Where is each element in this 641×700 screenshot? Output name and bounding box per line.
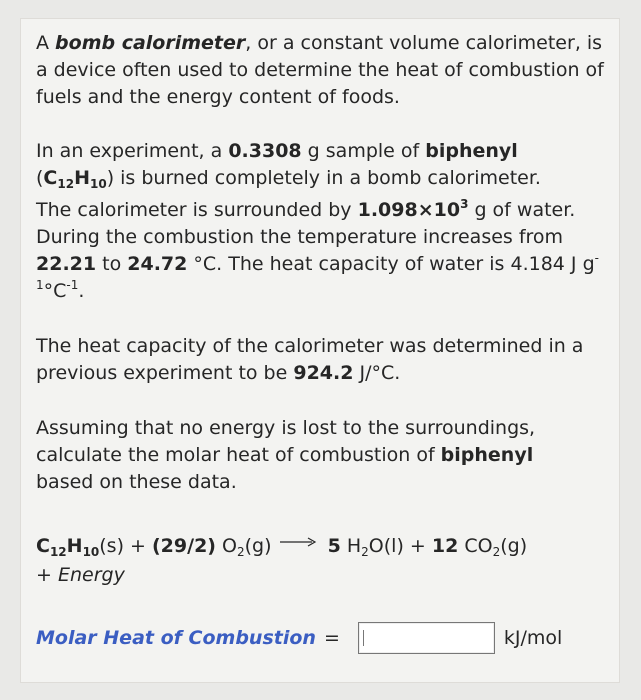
reaction-arrow-icon (278, 542, 322, 552)
final-temperature: 24.72 (127, 253, 188, 275)
intro-paragraph (36, 30, 611, 111)
combustion-equation: $C_{12}H_{10}(s) + (29/2)$ $O_2(g)$ 5 $H_2O(l) + 12$ $CO_2(g)$ + Energy (36, 535, 528, 586)
water-mass: 1.098×10 (357, 199, 461, 221)
answer-label: Molar Heat of Combustion (36, 626, 316, 649)
question-paragraph: Assuming that no energy is lost to the surroundings, calculate the molar heat of combustion of biphenyl based on these data. (36, 417, 536, 493)
energy-term: + Energy (36, 564, 125, 586)
calorimeter-paragraph: The heat capacity of the calorimeter was determined in a previous experiment to be 924.2 J/°C. (36, 335, 584, 384)
water-paragraph: The calorimeter is surrounded by $1.098\times 10^3$ g of water. During the combustion the temperature increases from 22.21 to 24.72 °C. The heat capacity of water is 4.184 J $g^{-1}^\circ C^{-1}$. (36, 197, 599, 302)
question-page (20, 18, 620, 683)
molar-heat-input[interactable] (358, 622, 495, 654)
equals-sign: = (323, 626, 340, 649)
sample-mass: 0.3308 (228, 140, 302, 162)
experiment-paragraph: In an experiment, a 0.3308 g sample of biphenyl $(C_{12}H_{10})$ is burned completely in a bomb calorimeter. (36, 140, 541, 191)
answer-row (36, 622, 611, 654)
bomb-calorimeter-term: bomb calorimeter (55, 32, 246, 54)
question-content (36, 30, 611, 654)
initial-temperature: 22.21 (36, 253, 97, 275)
unit-label: kJ/mol (503, 626, 563, 649)
compound-name: biphenyl (425, 140, 518, 162)
text-cursor (363, 630, 364, 646)
intro-text: A (36, 32, 56, 54)
calorimeter-heat-capacity: 924.2 (293, 362, 354, 384)
compound-name: biphenyl (440, 444, 534, 466)
intro-text: , or a constant volume calorimeter, is a device often used to determine the heat of combustion of fuels and the energy content of foods. (36, 32, 604, 108)
